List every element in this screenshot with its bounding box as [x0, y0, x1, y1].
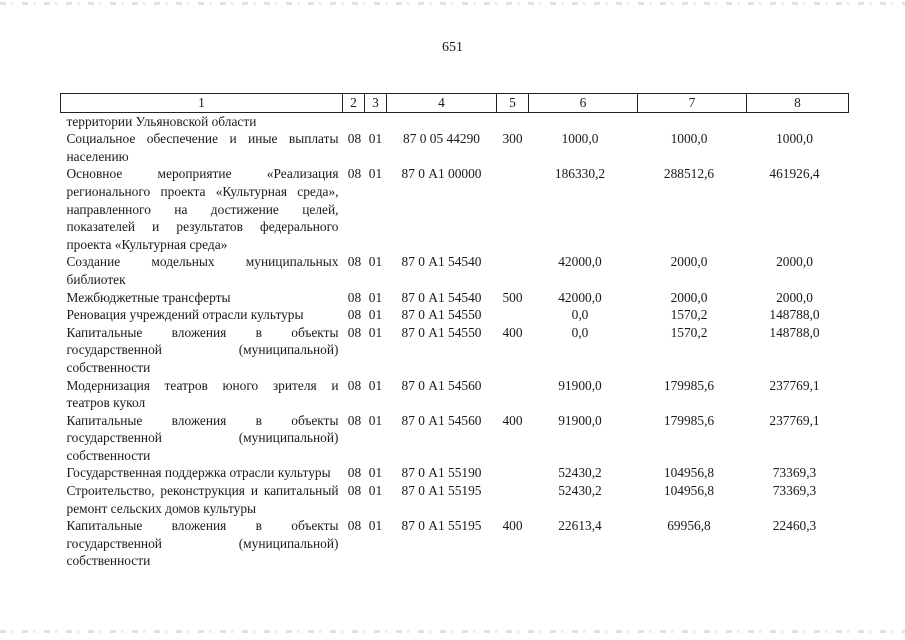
table-row: [61, 289, 849, 307]
table-row: [61, 517, 849, 570]
target-article-code: 87 0 А1 54560: [401, 377, 482, 393]
value-col8: 73369,3: [772, 483, 817, 499]
scan-noise-top: [0, 2, 905, 5]
expense-type-code: 300: [502, 131, 523, 147]
column-header-7: 7: [638, 94, 747, 113]
subsection-code: 01: [368, 483, 383, 499]
value-col8: 22460,3: [772, 518, 817, 534]
budget-table: [60, 93, 849, 570]
expense-type-code: [497, 482, 529, 517]
row-name: Строительство, реконструкция и капитальный ремонт сельских домов культуры: [66, 483, 339, 516]
target-article-code: 87 0 А1 54550: [401, 307, 482, 323]
value-col7: 2000,0: [670, 289, 708, 305]
value-col7: 179985,6: [663, 377, 715, 393]
row-name: Капитальные вложения в объекты государственной (муниципальной) собственности: [66, 324, 339, 375]
subsection-code: 01: [368, 131, 383, 147]
value-col8: 461926,4: [769, 166, 820, 182]
value-col6: 52430,2: [558, 465, 602, 481]
target-article-code: [387, 112, 497, 130]
expense-type-code: [497, 112, 529, 130]
section-code: 08: [347, 289, 362, 305]
section-code: 08: [347, 377, 362, 393]
row-name: Модернизация театров юного зрителя и театров кукол: [66, 377, 339, 411]
table-body: [61, 112, 849, 570]
row-name: Основное мероприятие «Реализация регионального проекта «Культурная среда», направленного на достижение целей, показателей и результатов федерального проекта «Культурная среда»: [66, 166, 339, 252]
target-article-code: 87 0 А1 55195: [401, 518, 482, 534]
table-row: [61, 324, 849, 377]
subsection-code: 01: [368, 166, 383, 182]
section-code: 08: [347, 412, 362, 428]
subsection-code: 01: [368, 324, 383, 340]
table-row: [61, 253, 849, 288]
value-col6: [529, 112, 638, 130]
subsection-code: 01: [368, 518, 383, 534]
value-col8: [747, 112, 849, 130]
section-code: 08: [347, 483, 362, 499]
row-name: Государственная поддержка отрасли культуры: [66, 465, 331, 481]
target-article-code: 87 0 А1 55190: [401, 465, 482, 481]
target-article-code: 87 0 А1 00000: [401, 166, 482, 182]
subsection-code: 01: [368, 465, 383, 481]
value-col7: 1000,0: [670, 131, 708, 147]
expense-type-code: 400: [502, 324, 523, 340]
value-col6: 91900,0: [558, 377, 602, 393]
value-col7: 2000,0: [670, 254, 708, 270]
value-col6: 42000,0: [558, 254, 602, 270]
target-article-code: 87 0 А1 54540: [401, 289, 482, 305]
expense-type-code: [497, 464, 529, 482]
target-article-code: 87 0 А1 54540: [401, 254, 482, 270]
value-col6: 52430,2: [558, 483, 602, 499]
value-col7: 288512,6: [663, 166, 715, 182]
value-col8: 1000,0: [776, 131, 813, 147]
column-header-3: 3: [365, 94, 387, 113]
column-header-1: 1: [61, 94, 343, 113]
section-code: 08: [347, 307, 362, 323]
expense-type-code: 400: [502, 412, 523, 428]
table-row: [61, 112, 849, 130]
value-col8: 148788,0: [769, 324, 820, 340]
section-code: 08: [347, 254, 362, 270]
value-col7: 69956,8: [667, 518, 711, 534]
table-row: [61, 377, 849, 412]
table-row: [61, 306, 849, 324]
value-col8: 148788,0: [769, 307, 820, 323]
target-article-code: 87 0 05 44290: [403, 131, 480, 147]
section-code: 08: [347, 518, 362, 534]
section-code: 08: [347, 131, 362, 147]
section-code: 08: [347, 465, 362, 481]
value-col6: 1000,0: [561, 131, 599, 147]
row-name: Создание модельных муниципальных библиотек: [66, 254, 339, 287]
row-name: Межбюджетные трансферты: [66, 289, 231, 305]
table-row: [61, 464, 849, 482]
expense-type-code: 500: [502, 289, 523, 305]
value-col6: 0,0: [571, 324, 589, 340]
value-col8: 73369,3: [772, 465, 817, 481]
table-row: [61, 130, 849, 165]
table-row: [61, 482, 849, 517]
section-code: 08: [347, 166, 362, 182]
section-code: 08: [347, 324, 362, 340]
row-name: Капитальные вложения в объекты государственной (муниципальной) собственности: [66, 412, 339, 463]
row-name: Социальное обеспечение и иные выплаты населению: [66, 131, 339, 164]
value-col7: 1570,2: [670, 324, 708, 340]
value-col6: 22613,4: [558, 518, 602, 534]
subsection-code: [365, 112, 387, 130]
column-header-2: 2: [343, 94, 365, 113]
expense-type-code: [497, 253, 529, 288]
row-name: Капитальные вложения в объекты государственной (муниципальной) собственности: [66, 518, 339, 569]
value-col6: 0,0: [571, 307, 589, 323]
row-name: Реновация учреждений отрасли культуры: [66, 307, 304, 323]
value-col7: 1570,2: [670, 307, 708, 323]
subsection-code: 01: [368, 377, 383, 393]
column-header-5: 5: [497, 94, 529, 113]
expense-type-code: 400: [502, 518, 523, 534]
row-name: территории Ульяновской области: [66, 113, 257, 129]
expense-type-code: [497, 377, 529, 412]
value-col7: 179985,6: [663, 412, 715, 428]
scan-noise-bottom: [0, 630, 905, 633]
column-header-4: 4: [387, 94, 497, 113]
subsection-code: 01: [368, 289, 383, 305]
expense-type-code: [497, 165, 529, 253]
column-header-6: 6: [529, 94, 638, 113]
subsection-code: 01: [368, 412, 383, 428]
subsection-code: 01: [368, 307, 383, 323]
subsection-code: 01: [368, 254, 383, 270]
value-col7: 104956,8: [663, 483, 715, 499]
target-article-code: 87 0 А1 55195: [401, 483, 482, 499]
value-col8: 2000,0: [776, 254, 813, 270]
value-col6: 42000,0: [558, 289, 602, 305]
table-row: [61, 412, 849, 465]
value-col6: 186330,2: [554, 166, 606, 182]
column-header-8: 8: [747, 94, 849, 113]
value-col8: 237769,1: [769, 377, 820, 393]
table-row: [61, 165, 849, 253]
header-row: [61, 94, 849, 113]
target-article-code: 87 0 А1 54560: [401, 412, 482, 428]
target-article-code: 87 0 А1 54550: [401, 324, 482, 340]
value-col8: 2000,0: [776, 289, 813, 305]
value-col7: 104956,8: [663, 465, 715, 481]
value-col7: [638, 112, 747, 130]
section-code: [343, 112, 365, 130]
page-number: 651: [442, 40, 463, 55]
expense-type-code: [497, 306, 529, 324]
value-col8: 237769,1: [769, 412, 820, 428]
value-col6: 91900,0: [558, 412, 602, 428]
